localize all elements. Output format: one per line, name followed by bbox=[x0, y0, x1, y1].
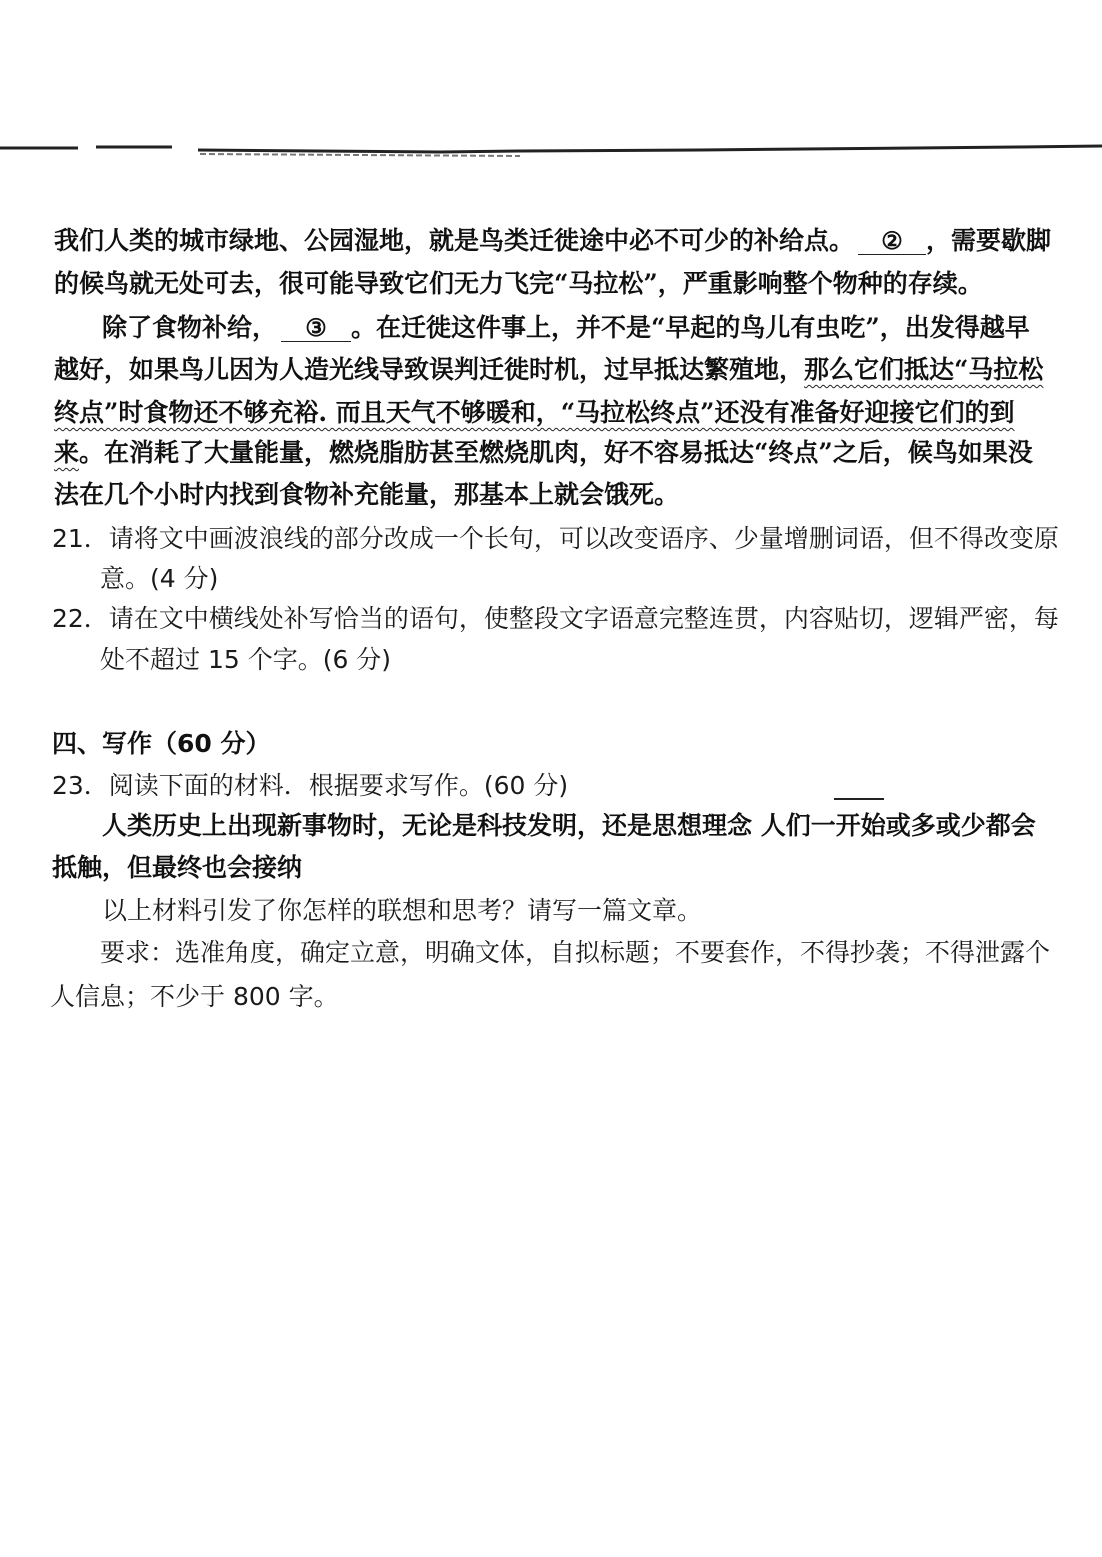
question-22-line-1: 22．请在文中横线处补写恰当的语句，使整段文字语意完整连贯，内容贴切，逻辑严密，每 bbox=[52, 604, 1059, 633]
blank-3[interactable]: ③ bbox=[281, 315, 351, 342]
passage-line-5 bbox=[54, 398, 1015, 428]
page-top-divider bbox=[0, 142, 1102, 162]
passage-line-4: 越好，如果鸟儿因为人造光线导致误判迁徙时机，过早抵达繁殖地，那么它们抵达“马拉松 bbox=[54, 355, 1044, 384]
section-heading-writing: 四、写作（60 分） bbox=[52, 729, 271, 758]
material-line-1: 人类历史上出现新事物时，无论是科技发明，还是思想理念 人们一开始或多或少都会 bbox=[102, 811, 1036, 840]
passage-line-3: 除了食物补给， ③ 。在迁徙这件事上，并不是“早起的鸟儿有虫吃”，出发得越早 bbox=[102, 313, 1030, 342]
question-22-line-2: 处不超过 15 个字。(6 分) bbox=[100, 645, 392, 674]
stray-mark bbox=[834, 798, 884, 800]
question-21-line-2: 意。(4 分) bbox=[100, 564, 219, 593]
wavy-underline-part-3: 来 bbox=[54, 438, 80, 467]
question-23: 23．阅读下面的材料．根据要求写作。(60 分) bbox=[52, 771, 569, 800]
requirements-line-2: 人信息；不少于 800 字。 bbox=[50, 982, 339, 1011]
passage-line-7: 法在几个小时内找到食物补充能量，那基本上就会饿死。 bbox=[54, 480, 680, 509]
passage-line-2: 的候鸟就无处可去，很可能导致它们无力飞完“马拉松”，严重影响整个物种的存续。 bbox=[54, 269, 983, 298]
passage-line-6: 来。在消耗了大量能量，燃烧脂肪甚至燃烧肌肉，好不容易抵达“终点”之后，候鸟如果没 bbox=[54, 438, 1033, 467]
question-21-line-1: 21．请将文中画波浪线的部分改成一个长句，可以改变语序、少量增删词语，但不得改变原 bbox=[52, 524, 1059, 553]
writing-prompt: 以上材料引发了你怎样的联想和思考？请写一篇文章。 bbox=[102, 896, 703, 925]
requirements-line-1: 要求：选准角度，确定立意，明确文体，自拟标题；不要套作，不得抄袭；不得泄露个 bbox=[100, 938, 1051, 967]
blank-2[interactable]: ② bbox=[858, 228, 926, 255]
wavy-underline-part-2: 终点”时食物还不够充裕. 而且天气不够暖和，“马拉松终点”还没有准备好迎接它们的到 bbox=[54, 398, 1015, 427]
wavy-underline-part-1: 那么它们抵达“马拉松 bbox=[804, 355, 1044, 384]
passage-line-1: 我们人类的城市绿地、公园湿地，就是鸟类迁徙途中必不可少的补给点。 ② ，需要歇脚 bbox=[54, 226, 1052, 255]
material-line-2: 抵触，但最终也会接纳 bbox=[52, 853, 303, 882]
